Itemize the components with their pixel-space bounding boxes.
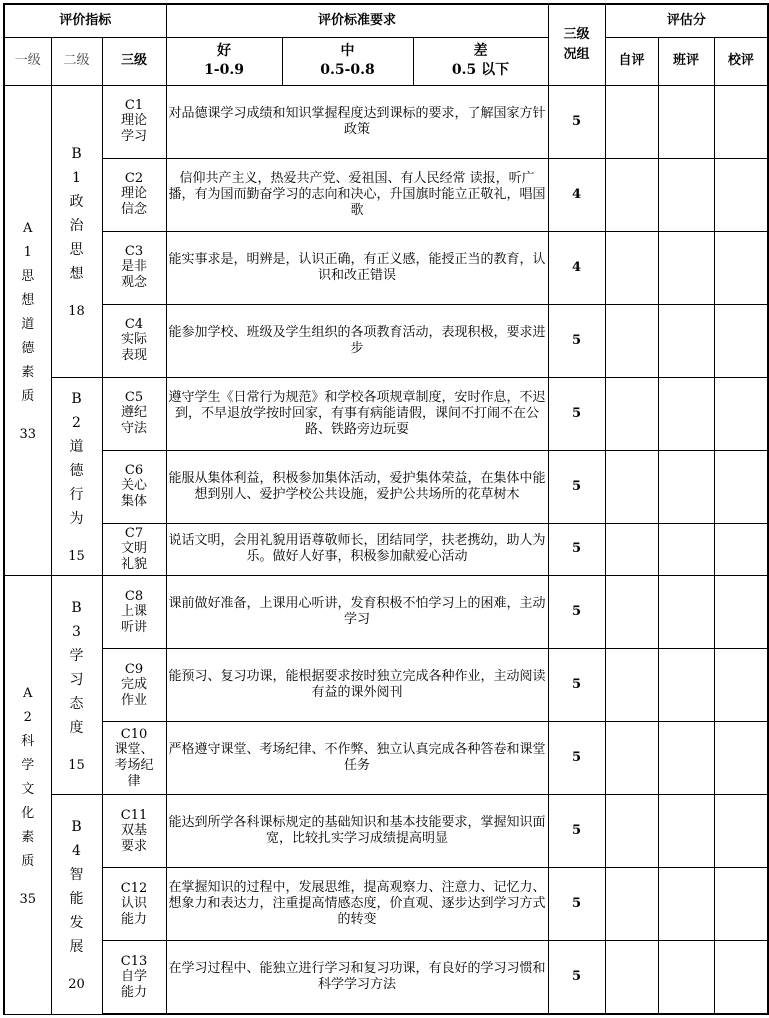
level3-status-score: 5 bbox=[548, 450, 605, 523]
class-eval-cell[interactable] bbox=[658, 941, 714, 1014]
level3-name: 遵纪守法 bbox=[121, 405, 148, 437]
grade-poor-label: 差 bbox=[473, 43, 488, 60]
header-assessment: 评估分 bbox=[605, 4, 768, 37]
level3-id: C12 bbox=[120, 880, 148, 896]
header-level2: 二级 bbox=[51, 37, 102, 85]
school-eval-cell[interactable] bbox=[714, 231, 768, 304]
level3-status-score: 5 bbox=[548, 795, 605, 868]
level3-name: 文明礼貌 bbox=[121, 540, 148, 572]
level3-status-score: 5 bbox=[548, 868, 605, 941]
class-eval-cell[interactable] bbox=[658, 158, 714, 231]
criteria-text: 对品德课学习成绩和知识掌握程度达到课标的要求，了解国家方针政策 bbox=[166, 85, 548, 158]
grade-medium-range: 0.5-0.8 bbox=[320, 62, 375, 79]
school-eval-cell[interactable] bbox=[714, 158, 768, 231]
level3-id: C8 bbox=[124, 588, 144, 604]
criteria-text: 遵守学生《日常行为规范》和学校各项规章制度，安时作息，不迟到，不早退放学按时回家，有事有病能请假，课间不打闹不在公路、铁路旁边玩耍 bbox=[166, 377, 548, 450]
level3-cell bbox=[102, 304, 166, 377]
self-eval-cell[interactable] bbox=[605, 158, 658, 231]
level2-b3 bbox=[51, 576, 102, 795]
criteria-text: 能达到所学各科课标规定的基础知识和基本技能要求，掌握知识面宽，比较扎实学习成绩提高明显 bbox=[166, 795, 548, 868]
level3-cell bbox=[102, 649, 166, 722]
criteria-text: 信仰共产主义，热爱共产党、爱祖国、有人民经常 读报，听广播，有为国而勤奋学习的志向和决心，升国旗时能立正敬礼，唱国歌 bbox=[166, 158, 548, 231]
header-school-eval: 校评 bbox=[714, 37, 768, 85]
class-eval-cell[interactable] bbox=[658, 523, 714, 575]
criteria-text: 能实事求是，明辨是，认识正确，有正义感，能授正当的教育，认识和改正错误 bbox=[166, 231, 548, 304]
level3-cell bbox=[102, 523, 166, 575]
class-eval-cell[interactable] bbox=[658, 85, 714, 158]
level3-cell bbox=[102, 722, 166, 795]
level3-name: 上课听讲 bbox=[121, 603, 148, 635]
level3-id: C5 bbox=[124, 390, 144, 406]
self-eval-cell[interactable] bbox=[605, 85, 658, 158]
level1-a2-score: 35 bbox=[19, 891, 37, 907]
class-eval-cell[interactable] bbox=[658, 450, 714, 523]
header-self-eval: 自评 bbox=[605, 37, 658, 85]
class-eval-cell[interactable] bbox=[658, 231, 714, 304]
grade-good-label: 好 bbox=[217, 43, 232, 60]
level3-status-score: 5 bbox=[548, 304, 605, 377]
level2-b2-score: 15 bbox=[68, 549, 85, 565]
criteria-text: 能参加学校、班级及学生组织的各项教育活动，表现积极，要求进步 bbox=[166, 304, 548, 377]
level3-id: C10 bbox=[120, 726, 148, 742]
header-level3: 三级 bbox=[102, 37, 166, 85]
level3-id: C2 bbox=[124, 171, 144, 187]
class-eval-cell[interactable] bbox=[658, 795, 714, 868]
grade-good bbox=[166, 37, 282, 85]
level3-id: C9 bbox=[124, 661, 144, 677]
level2-b1-score: 18 bbox=[68, 304, 85, 320]
self-eval-cell[interactable] bbox=[605, 941, 658, 1014]
level3-id: C7 bbox=[124, 525, 144, 541]
school-eval-cell[interactable] bbox=[714, 304, 768, 377]
class-eval-cell[interactable] bbox=[658, 377, 714, 450]
level3-id: C1 bbox=[124, 98, 144, 114]
header-level3-status: 三级况组 bbox=[548, 4, 605, 85]
school-eval-cell[interactable] bbox=[714, 450, 768, 523]
level2-b1 bbox=[51, 85, 102, 377]
level1-a1 bbox=[4, 85, 51, 575]
level3-cell bbox=[102, 795, 166, 868]
self-eval-cell[interactable] bbox=[605, 868, 658, 941]
level3-id: C11 bbox=[120, 807, 148, 823]
class-eval-cell[interactable] bbox=[658, 576, 714, 649]
school-eval-cell[interactable] bbox=[714, 868, 768, 941]
self-eval-cell[interactable] bbox=[605, 649, 658, 722]
grade-poor-range: 0.5 以下 bbox=[451, 62, 510, 79]
class-eval-cell[interactable] bbox=[658, 304, 714, 377]
school-eval-cell[interactable] bbox=[714, 576, 768, 649]
grade-good-range: 1-0.9 bbox=[204, 62, 244, 79]
self-eval-cell[interactable] bbox=[605, 722, 658, 795]
level3-cell bbox=[102, 941, 166, 1014]
level3-status-score: 5 bbox=[548, 649, 605, 722]
level3-id: C3 bbox=[124, 244, 144, 260]
level2-b4 bbox=[51, 795, 102, 1014]
level3-status-score: 4 bbox=[548, 158, 605, 231]
school-eval-cell[interactable] bbox=[714, 795, 768, 868]
level3-status-score: 4 bbox=[548, 231, 605, 304]
level1-a2 bbox=[4, 576, 51, 1015]
class-eval-cell[interactable] bbox=[658, 868, 714, 941]
level3-name: 理论信念 bbox=[121, 186, 148, 218]
self-eval-cell[interactable] bbox=[605, 523, 658, 575]
level2-b1-name: B1政治思想 bbox=[69, 146, 84, 283]
school-eval-cell[interactable] bbox=[714, 941, 768, 1014]
level3-cell bbox=[102, 231, 166, 304]
criteria-text: 在学习过程中、能独立进行学习和复习功课，有良好的学习习惯和科学学习方法 bbox=[166, 941, 548, 1014]
level3-status-score: 5 bbox=[548, 576, 605, 649]
self-eval-cell[interactable] bbox=[605, 576, 658, 649]
level3-id: C4 bbox=[124, 317, 144, 333]
self-eval-cell[interactable] bbox=[605, 231, 658, 304]
level3-status-score: 5 bbox=[548, 377, 605, 450]
grade-medium-label: 中 bbox=[340, 43, 355, 60]
level3-status-score: 5 bbox=[548, 941, 605, 1014]
level3-cell bbox=[102, 158, 166, 231]
school-eval-cell[interactable] bbox=[714, 85, 768, 158]
class-eval-cell[interactable] bbox=[658, 722, 714, 795]
level3-cell bbox=[102, 576, 166, 649]
school-eval-cell[interactable] bbox=[714, 649, 768, 722]
evaluation-table bbox=[3, 3, 769, 1015]
criteria-text: 说话文明，会用礼貌用语尊敬师长，团结同学，扶老携幼，助人为乐。做好人好事，积极参加献爱心活动 bbox=[166, 523, 548, 575]
class-eval-cell[interactable] bbox=[658, 649, 714, 722]
criteria-text: 能预习、复习功课，能根据要求按时独立完成各种作业，主动阅读有益的课外阅刊 bbox=[166, 649, 548, 722]
self-eval-cell[interactable] bbox=[605, 450, 658, 523]
self-eval-cell[interactable] bbox=[605, 304, 658, 377]
level3-name: 理论学习 bbox=[121, 113, 148, 145]
grade-poor bbox=[413, 37, 548, 85]
level1-a2-name: A2科学文化素质 bbox=[21, 685, 35, 869]
grade-medium bbox=[282, 37, 413, 85]
school-eval-cell[interactable] bbox=[714, 377, 768, 450]
level2-b2 bbox=[51, 377, 102, 575]
header-standard: 评价标准要求 bbox=[166, 4, 548, 37]
level2-b3-score: 15 bbox=[68, 758, 85, 774]
criteria-text: 能服从集体利益，积极参加集体活动，爱护集体荣益，在集体中能想到别人、爱护学校公共设施，爱护公共场所的花草树木 bbox=[166, 450, 548, 523]
level3-name: 双基要求 bbox=[121, 822, 148, 854]
level3-cell bbox=[102, 868, 166, 941]
level3-status-score: 5 bbox=[548, 523, 605, 575]
level3-status-score: 5 bbox=[548, 722, 605, 795]
level3-cell bbox=[102, 377, 166, 450]
level3-name: 完成作业 bbox=[121, 676, 148, 708]
header-level1: 一级 bbox=[4, 37, 51, 85]
header-index: 评价指标 bbox=[4, 4, 166, 37]
criteria-text: 严格遵守课堂、考场纪律、不作弊、独立认真完成各种答卷和课堂任务 bbox=[166, 722, 548, 795]
level3-name: 课堂、考场纪律 bbox=[114, 741, 154, 789]
self-eval-cell[interactable] bbox=[605, 377, 658, 450]
level2-b4-name: B4智能发展 bbox=[69, 819, 84, 956]
level3-name: 实际表现 bbox=[121, 332, 148, 364]
self-eval-cell[interactable] bbox=[605, 795, 658, 868]
level2-b3-name: B3学习态度 bbox=[69, 600, 84, 737]
school-eval-cell[interactable] bbox=[714, 722, 768, 795]
level2-b4-score: 20 bbox=[68, 977, 85, 993]
level3-cell bbox=[102, 450, 166, 523]
level3-name: 关心集体 bbox=[121, 478, 148, 510]
level3-name: 是非观念 bbox=[121, 259, 148, 291]
header-class-eval: 班评 bbox=[658, 37, 714, 85]
level3-cell bbox=[102, 85, 166, 158]
level3-id: C13 bbox=[120, 953, 148, 969]
level3-name: 自学能力 bbox=[121, 968, 148, 1000]
level3-id: C6 bbox=[124, 463, 144, 479]
level3-status-score: 5 bbox=[548, 85, 605, 158]
level1-a1-score: 33 bbox=[19, 427, 37, 443]
criteria-text: 课前做好准备，上课用心听讲，发育积极不怕学习上的困难，主动学习 bbox=[166, 576, 548, 649]
school-eval-cell[interactable] bbox=[714, 523, 768, 575]
level3-name: 认识能力 bbox=[121, 895, 148, 927]
level2-b2-name: B2道德行为 bbox=[69, 391, 84, 528]
level1-a1-name: A1思想道德素质 bbox=[21, 221, 35, 405]
criteria-text: 在掌握知识的过程中，发展思维，提高观察力、注意力、记忆力、想象力和表达力，注重提高情感态度，价直观、逐步达到学习方式的转变 bbox=[166, 868, 548, 941]
